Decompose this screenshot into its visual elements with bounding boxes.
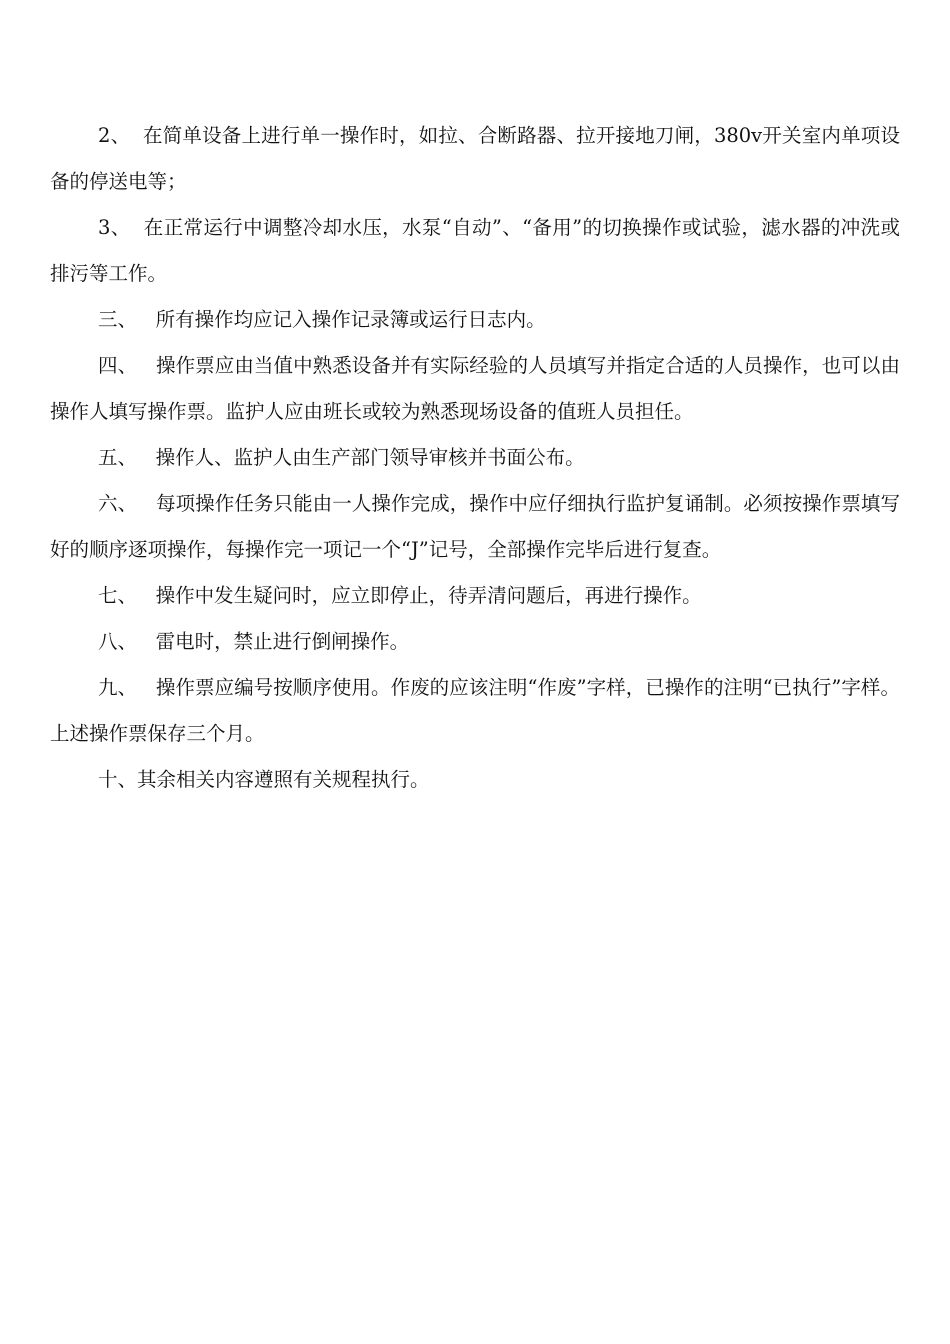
paragraph-section-5: 五、 操作人、监护人由生产部门领导审核并书面公布。 xyxy=(98,446,585,469)
document-body xyxy=(50,113,900,803)
paragraph-section-10: 十、其余相关内容遵照有关规程执行。 xyxy=(98,768,430,791)
paragraph-section-9: 九、 操作票应编号按顺序使用。作废的应该注明“作废”字样，已操作的注明“已执行”字样。上述操作票保存三个月。 xyxy=(50,676,900,745)
paragraph-section-8: 八、 雷电时，禁止进行倒闸操作。 xyxy=(98,630,410,653)
paragraph-section-3: 三、 所有操作均应记入操作记录簿或运行日志内。 xyxy=(98,308,546,331)
paragraph-section-4: 四、 操作票应由当值中熟悉设备并有实际经验的人员填写并指定合适的人员操作，也可以由操作人填写操作票。监护人应由班长或较为熟悉现场设备的值班人员担任。 xyxy=(50,354,900,423)
paragraph-item-3: 3、 在正常运行中调整冷却水压，水泵“自动”、“备用”的切换操作或试验，滤水器的冲洗或排污等工作。 xyxy=(50,216,900,285)
paragraph-section-6: 六、 每项操作任务只能由一人操作完成，操作中应仔细执行监护复诵制。必须按操作票填写好的顺序逐项操作，每操作完一项记一个“J”记号，全部操作完毕后进行复查。 xyxy=(50,492,900,561)
paragraph-section-7: 七、 操作中发生疑问时，应立即停止，待弄清问题后，再进行操作。 xyxy=(98,584,702,607)
paragraph-item-2: 2、 在简单设备上进行单一操作时，如拉、合断路器、拉开接地刀闸，380v开关室内单项设备的停送电等； xyxy=(50,124,900,193)
